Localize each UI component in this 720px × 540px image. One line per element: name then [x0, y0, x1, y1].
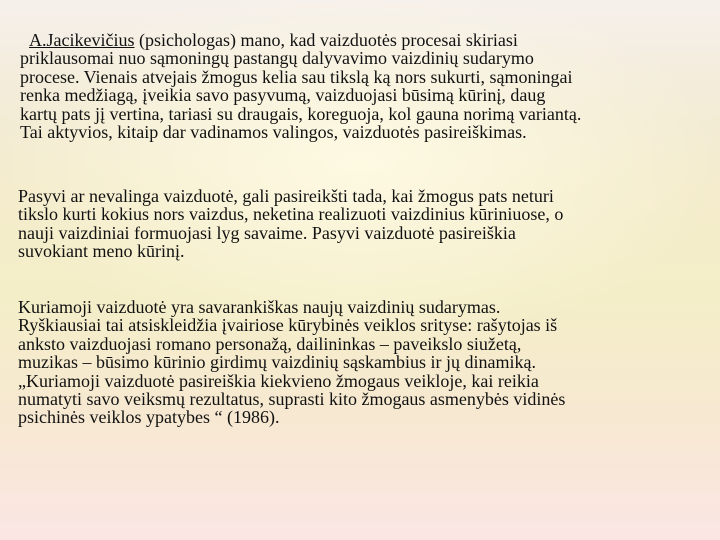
- text-line-segment: (psichologas) mano, kad vaizduotės procesai skiriasi: [134, 30, 518, 50]
- text-line: „Kuriamoji vaizduotė pasireiškia kiekvieno žmogaus veikloje, kai reikia: [18, 370, 539, 391]
- text-line: renka medžiagą, įveikia savo pasyvumą, vaizduojasi būsimą kūrinį, daug: [20, 85, 546, 106]
- text-line: priklausomai nuo sąmoningų pastangų dalyvavimo vaizdinių sudarymo: [20, 48, 534, 69]
- author-name: A.Jacikevičius: [29, 30, 135, 50]
- text-line: psichinės veiklos ypatybes “ (1986).: [18, 407, 280, 428]
- text-line: kartų pats jį vertina, tariasi su draugais, koreguoja, kol gauna norimą variantą.: [20, 103, 582, 124]
- text-line: muzikas – būsimo kūrinio girdimų vaizdinių sąskambius ir jų dinamiką.: [18, 352, 536, 373]
- text-line: Tai aktyvios, kitaip dar vadinamos valingos, vaizduotės pasireiškimas.: [20, 122, 527, 143]
- text-line: Ryškiausiai tai atsiskleidžia įvairiose kūrybinės veiklos srityse: rašytojas iš: [18, 315, 558, 336]
- paragraph-creative-imagination: [18, 298, 565, 427]
- text-line: Kuriamoji vaizduotė yra savarankiškas naujų vaizdinių sudarymas.: [18, 297, 501, 317]
- text-line: nauji vaizdiniai formuojasi lyg savaime. Pasyvi vaizduotė pasireiškia: [18, 222, 516, 243]
- text-line: Pasyvi ar nevalinga vaizduotė, gali pasireikšti tada, kai žmogus pats neturi: [18, 186, 554, 206]
- paragraph-passive-imagination: [18, 187, 563, 261]
- text-line: procese. Vienais atvejais žmogus kelia sau tikslą ką nors sukurti, sąmoningai: [20, 66, 573, 87]
- text-line: suvokiant meno kūrinį.: [18, 241, 185, 262]
- text-line: anksto vaizduojasi romano personažą, dailininkas – paveikslo siužetą,: [18, 333, 522, 354]
- text-line: tikslo kurti kokius nors vaizdus, neketina realizuoti vaizdinius kūriniuose, o: [18, 204, 564, 225]
- text-line: numatyti savo veiksmų rezultatus, suprasti kito žmogaus asmenybės vidinės: [18, 389, 566, 410]
- text-line: [20, 31, 581, 49]
- paragraph-active-imagination: [20, 31, 581, 141]
